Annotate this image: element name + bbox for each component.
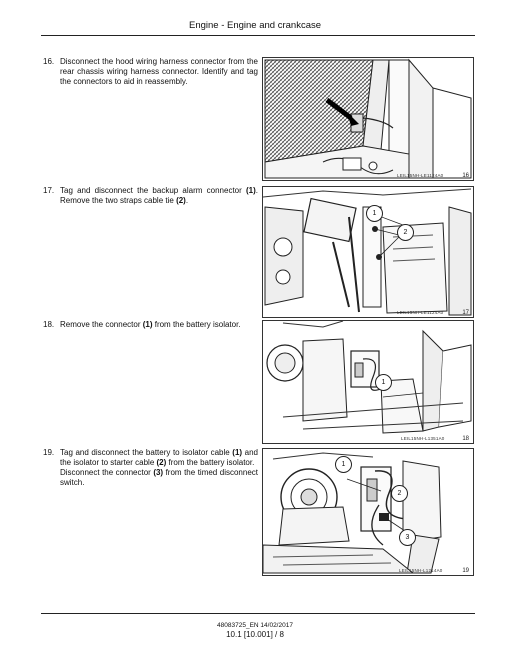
- figure-ref: LEIL15NH-LE1124A0: [397, 310, 444, 315]
- figure-number: 18: [462, 436, 469, 442]
- header-rule: [41, 35, 475, 36]
- callout-2: 2: [391, 485, 408, 502]
- footer-rule: [41, 613, 475, 614]
- footer-page-number: 10.1 [10.001] / 8: [226, 630, 284, 639]
- page-header-title: Engine - Engine and crankcase: [188, 20, 322, 31]
- callout-1: 1: [366, 205, 383, 222]
- figure-ref: LEIL15NH-L1214A0: [399, 568, 443, 573]
- step-text: Remove the connector (1) from the battery isolator.: [60, 320, 241, 329]
- isolator-cables-illustration: [263, 449, 473, 575]
- step-16: [43, 57, 258, 87]
- callout-1: 1: [335, 456, 352, 473]
- step-18: [43, 320, 258, 330]
- figure-number: 16: [462, 173, 469, 179]
- step-number: 16.: [43, 57, 55, 66]
- callout-2: 2: [397, 224, 414, 241]
- step-number: 17.: [43, 186, 55, 195]
- footer-document-id: 48083725_EN 14/02/2017: [217, 622, 293, 629]
- figure-number: 17: [462, 310, 469, 316]
- figure-19: [262, 448, 474, 576]
- figure-number: 19: [462, 568, 469, 574]
- step-19: [43, 448, 258, 488]
- figure-16: [262, 57, 474, 181]
- step-number: 18.: [43, 320, 55, 329]
- callout-1: 1: [375, 374, 392, 391]
- figure-ref: LEIL15NH-LE1124A0: [397, 173, 444, 178]
- figure-18: [262, 320, 474, 444]
- step-text: Disconnect the hood wiring harness connector from the rear chassis wiring harness connector. Identify and tag the connectors to aid in reassembly.: [60, 57, 258, 86]
- step-number: 19.: [43, 448, 55, 457]
- battery-isolator-illustration: [263, 321, 473, 443]
- step-text: Tag and disconnect the backup alarm connector (1). Remove the two straps cable tie (2).: [60, 186, 258, 205]
- figure-17: [262, 186, 474, 318]
- callout-3: 3: [399, 529, 416, 546]
- step-text: Tag and disconnect the battery to isolator cable (1) and the isolator to starter cable (2) from the battery isolator.: [60, 448, 259, 467]
- step-text-continued: Disconnect the connector (3) from the timed disconnect switch.: [60, 468, 258, 487]
- figure-ref: LEIL15NH-L1351A0: [401, 436, 445, 441]
- hood-harness-illustration: [263, 58, 473, 180]
- step-17: [43, 186, 258, 206]
